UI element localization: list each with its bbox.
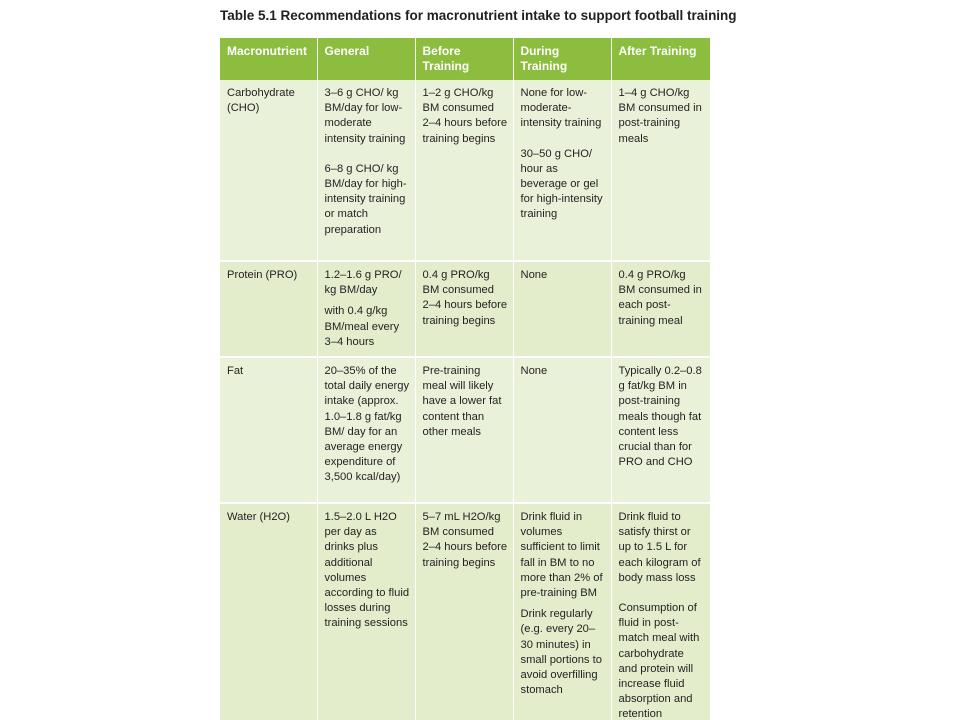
header-after-training: After Training bbox=[611, 38, 710, 80]
cell-fat-general bbox=[317, 357, 415, 503]
header-before-training: Before Training bbox=[415, 38, 513, 80]
water-during-1: Drink fluid in volumes sufficient to limit fall in BM to no more than 2% of pre-training BM bbox=[520, 511, 603, 600]
macronutrient-table bbox=[220, 38, 710, 720]
header-general: General bbox=[317, 38, 415, 80]
cell-fat-after bbox=[611, 357, 710, 503]
cell-cho-after bbox=[611, 80, 710, 261]
pro-general-1: 1.2–1.6 g PRO/ kg BM/day bbox=[324, 269, 402, 297]
cho-during-1: None for low-moderate-intensity training bbox=[520, 87, 602, 130]
water-general-1: 1.5–2.0 L H2O per day as drinks plus additional volumes according to fluid losses during training sessions bbox=[324, 511, 410, 630]
cell-pro-before bbox=[415, 261, 513, 357]
water-before-1: 5–7 mL H2O/kg BM consumed 2–4 hours before training begins bbox=[422, 511, 508, 569]
macronutrient-table-container bbox=[220, 38, 710, 720]
water-name: Water (H2O) bbox=[227, 511, 290, 524]
water-during-2: Drink regularly (e.g. every 20–30 minutes) in small portions to avoid overfilling stomach bbox=[520, 608, 602, 697]
table-caption: Table 5.1 Recommendations for macronutrient intake to support football training bbox=[220, 8, 737, 23]
pro-after-1: 0.4 g PRO/kg BM consumed in each post-training meal bbox=[618, 269, 702, 327]
cell-water-after bbox=[611, 503, 710, 720]
cell-fat-macronutrient bbox=[220, 357, 317, 503]
cell-cho-macronutrient bbox=[220, 80, 317, 261]
cell-cho-general bbox=[317, 80, 415, 261]
cell-cho-during bbox=[513, 80, 611, 261]
cho-before-1: 1–2 g CHO/kg BM consumed 2–4 hours before training begins bbox=[422, 87, 508, 145]
cell-pro-during bbox=[513, 261, 611, 357]
table-row-protein bbox=[220, 261, 710, 357]
cell-water-during bbox=[513, 503, 611, 720]
cell-water-before bbox=[415, 503, 513, 720]
header-row bbox=[220, 38, 710, 80]
cell-fat-before bbox=[415, 357, 513, 503]
pro-before-1: 0.4 g PRO/kg BM consumed 2–4 hours before training begins bbox=[422, 269, 508, 327]
cell-fat-during bbox=[513, 357, 611, 503]
cho-during-2: 30–50 g CHO/ hour as beverage or gel for high-intensity training bbox=[520, 147, 603, 221]
cell-water-general bbox=[317, 503, 415, 720]
cell-pro-general bbox=[317, 261, 415, 357]
fat-general-1: 20–35% of the total daily energy intake (approx. 1.0–1.8 g fat/kg BM/ day for an average energy expenditure of 3,500 kcal/day) bbox=[324, 365, 410, 484]
table-row-fat bbox=[220, 357, 710, 503]
cho-general-1: 3–6 g CHO/ kg BM/day for low-moderate intensity training bbox=[324, 87, 406, 145]
cho-general-2: 6–8 g CHO/ kg BM/day for high-intensity training or match preparation bbox=[324, 162, 407, 236]
cell-pro-after bbox=[611, 261, 710, 357]
cho-after-1: 1–4 g CHO/kg BM consumed in post-training meals bbox=[618, 87, 702, 145]
fat-before-1: Pre-training meal will likely have a lower fat content than other meals bbox=[422, 365, 502, 438]
fat-name: Fat bbox=[227, 365, 244, 378]
cell-water-macronutrient bbox=[220, 503, 317, 720]
pro-name: Protein (PRO) bbox=[227, 269, 298, 281]
water-after-2: Consumption of fluid in post-match meal with carbohydrate and protein will increase fluid absorption and retention bbox=[618, 602, 700, 720]
fat-during-1: None bbox=[520, 365, 548, 378]
pro-general-2: with 0.4 g/kg BM/meal every 3–4 hours bbox=[324, 305, 400, 348]
cho-name: Carbohydrate (CHO) bbox=[227, 87, 295, 115]
table-row-water bbox=[220, 503, 710, 720]
cell-pro-macronutrient bbox=[220, 261, 317, 357]
fat-after-1: Typically 0.2–0.8 g fat/kg BM in post-training meals though fat content less crucial than for PRO and CHO bbox=[618, 365, 702, 469]
cell-cho-before bbox=[415, 80, 513, 261]
table-row-carbohydrate bbox=[220, 80, 710, 261]
header-during-training: During Training bbox=[513, 38, 611, 80]
water-after-1: Drink fluid to satisfy thirst or up to 1.5 L for each kilogram of body mass loss bbox=[618, 511, 701, 584]
header-macronutrient: Macronutrient bbox=[220, 38, 317, 80]
pro-during-1: None bbox=[520, 269, 548, 281]
